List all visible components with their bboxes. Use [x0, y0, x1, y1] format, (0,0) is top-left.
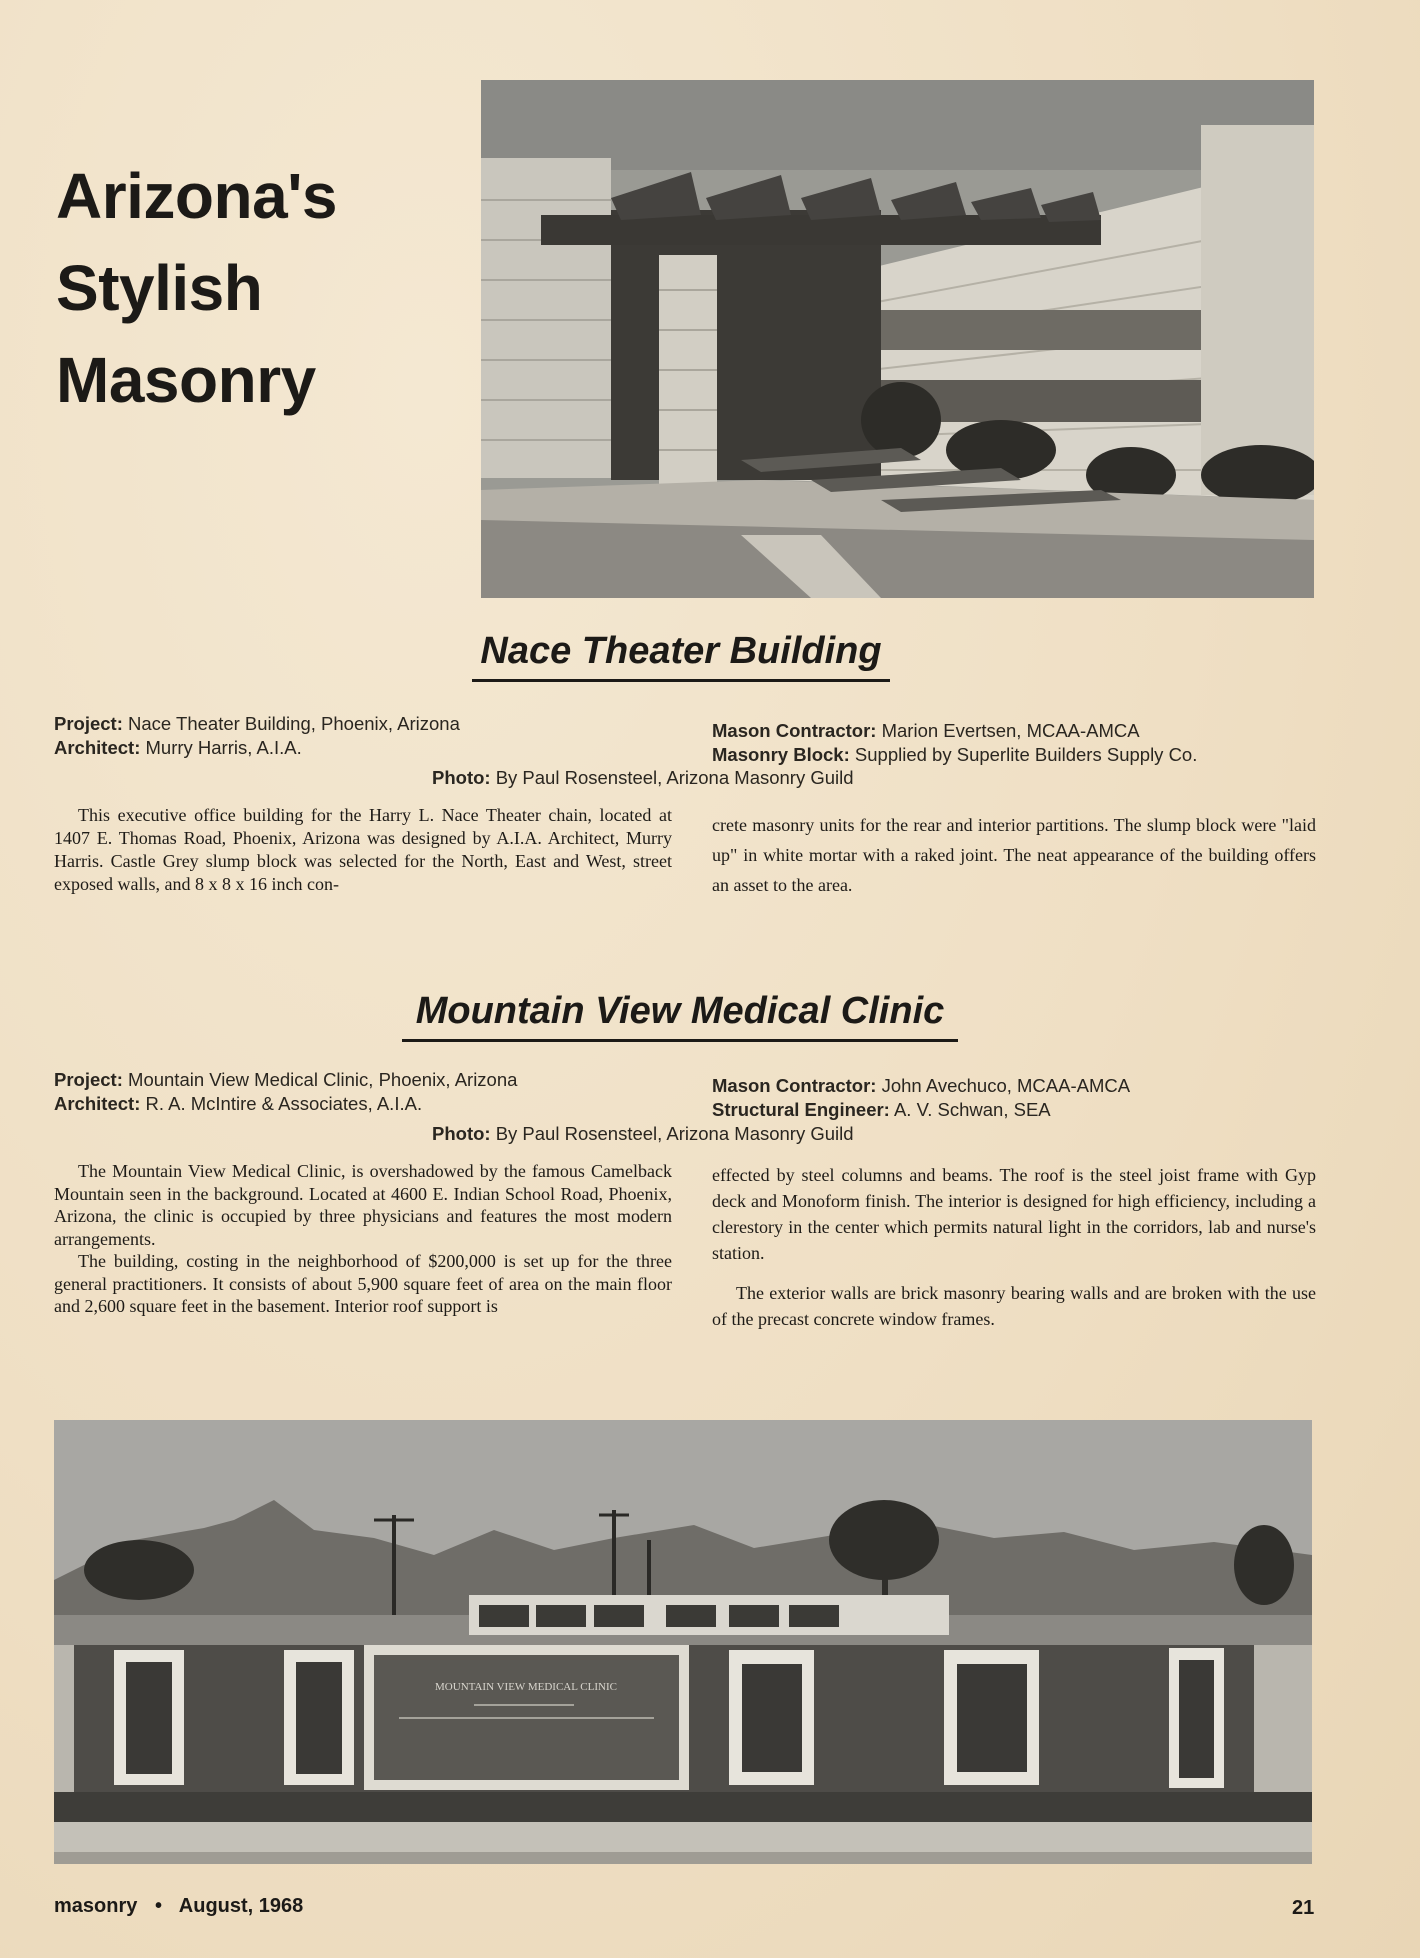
- nace-contractor-credit: [712, 719, 1140, 743]
- nace-body-left: [54, 804, 672, 896]
- architect-label: Architect:: [54, 737, 141, 758]
- title-line-3: Masonry: [56, 344, 316, 416]
- nace-block-credit: [712, 743, 1197, 767]
- nace-project-credit: [54, 712, 460, 736]
- clinic-photo: [54, 1420, 1312, 1864]
- nace-body-right: [712, 810, 1316, 900]
- project-label: Project:: [54, 1069, 123, 1090]
- contractor-value: Marion Evertsen, MCAA-AMCA: [881, 720, 1140, 741]
- block-label: Masonry Block:: [712, 744, 850, 765]
- footer-bullet: •: [154, 1895, 162, 1917]
- clinic-sign-text: MOUNTAIN VIEW MEDICAL CLINIC: [435, 1681, 617, 1693]
- clinic-project-credit: [54, 1068, 517, 1092]
- title-line-1: Arizona's: [56, 160, 337, 232]
- block-value: Supplied by Superlite Builders Supply Co.: [854, 744, 1198, 765]
- clinic-paragraph-left-2: The building, costing in the neighborhood of $200,000 is set up for the three general practitioners. It consists of about 5,900 square feet of area on the main floor and 2,600 square feet in the basement. Interior roof support is: [54, 1251, 672, 1316]
- photo-label: Photo:: [432, 767, 491, 788]
- project-label: Project:: [54, 713, 123, 734]
- clinic-body-right: [712, 1162, 1316, 1332]
- clinic-contractor-credit: [712, 1074, 1130, 1098]
- clinic-heading: Mountain View Medical Clinic: [402, 990, 958, 1042]
- nace-photo-credit: [432, 766, 854, 790]
- page-number: 21: [1292, 1897, 1315, 1919]
- clinic-photo-credit: [432, 1122, 854, 1146]
- nace-paragraph-right: crete masonry units for the rear and interior partitions. The slump block were "laid up" in white mortar with a raked joint. The neat appearance of the building offers an asset to the area.: [712, 815, 1316, 895]
- engineer-label: Structural Engineer:: [712, 1099, 890, 1120]
- nace-heading: Nace Theater Building: [472, 630, 890, 682]
- page-title: [56, 150, 456, 426]
- project-value: Mountain View Medical Clinic, Phoenix, Arizona: [128, 1069, 518, 1090]
- clinic-paragraph-right-2: The exterior walls are brick masonry bearing walls and are broken with the use of the precast concrete window frames.: [712, 1283, 1316, 1329]
- footer-date: August, 1968: [178, 1895, 304, 1917]
- project-value: Nace Theater Building, Phoenix, Arizona: [128, 713, 460, 734]
- photo-label: Photo:: [432, 1123, 491, 1144]
- architect-value: Murry Harris, A.I.A.: [145, 737, 302, 758]
- title-line-2: Stylish: [56, 252, 263, 324]
- architect-label: Architect:: [54, 1093, 141, 1114]
- photo-value: By Paul Rosensteel, Arizona Masonry Guild: [495, 1123, 854, 1144]
- engineer-value: A. V. Schwan, SEA: [893, 1099, 1051, 1120]
- clinic-paragraph-right-1: effected by steel columns and beams. The roof is the steel joist frame with Gyp deck and Monoform finish. The interior is designed for high efficiency, including a clerestory in the center which permits natural light in the corridors, lab and nurse's station.: [712, 1165, 1316, 1263]
- nace-theater-photo: [481, 80, 1314, 598]
- footer-magazine: masonry: [54, 1895, 138, 1917]
- contractor-value: John Avechuco, MCAA-AMCA: [881, 1075, 1131, 1096]
- clinic-engineer-credit: [712, 1098, 1051, 1122]
- contractor-label: Mason Contractor:: [712, 1075, 877, 1096]
- architect-value: R. A. McIntire & Associates, A.I.A.: [145, 1093, 423, 1114]
- contractor-label: Mason Contractor:: [712, 720, 877, 741]
- footer: [54, 1895, 303, 1918]
- photo-value: By Paul Rosensteel, Arizona Masonry Guild: [495, 767, 854, 788]
- clinic-architect-credit: [54, 1092, 422, 1116]
- clinic-body-left: [54, 1160, 672, 1318]
- nace-architect-credit: [54, 736, 302, 760]
- clinic-paragraph-left-1: The Mountain View Medical Clinic, is overshadowed by the famous Camelback Mountain seen in the background. Located at 4600 E. Indian School Road, Phoenix, Arizona, the clinic is occupied by three physicians and features the most modern arrangements.: [54, 1161, 672, 1249]
- nace-paragraph-left: This executive office building for the Harry L. Nace Theater chain, located at 1407 E. Thomas Road, Phoenix, Arizona was designed by A.I.A. Architect, Murry Harris. Castle Grey slump block was selected for the North, East and West, street exposed walls, and 8 x 8 x 16 inch con-: [54, 805, 672, 894]
